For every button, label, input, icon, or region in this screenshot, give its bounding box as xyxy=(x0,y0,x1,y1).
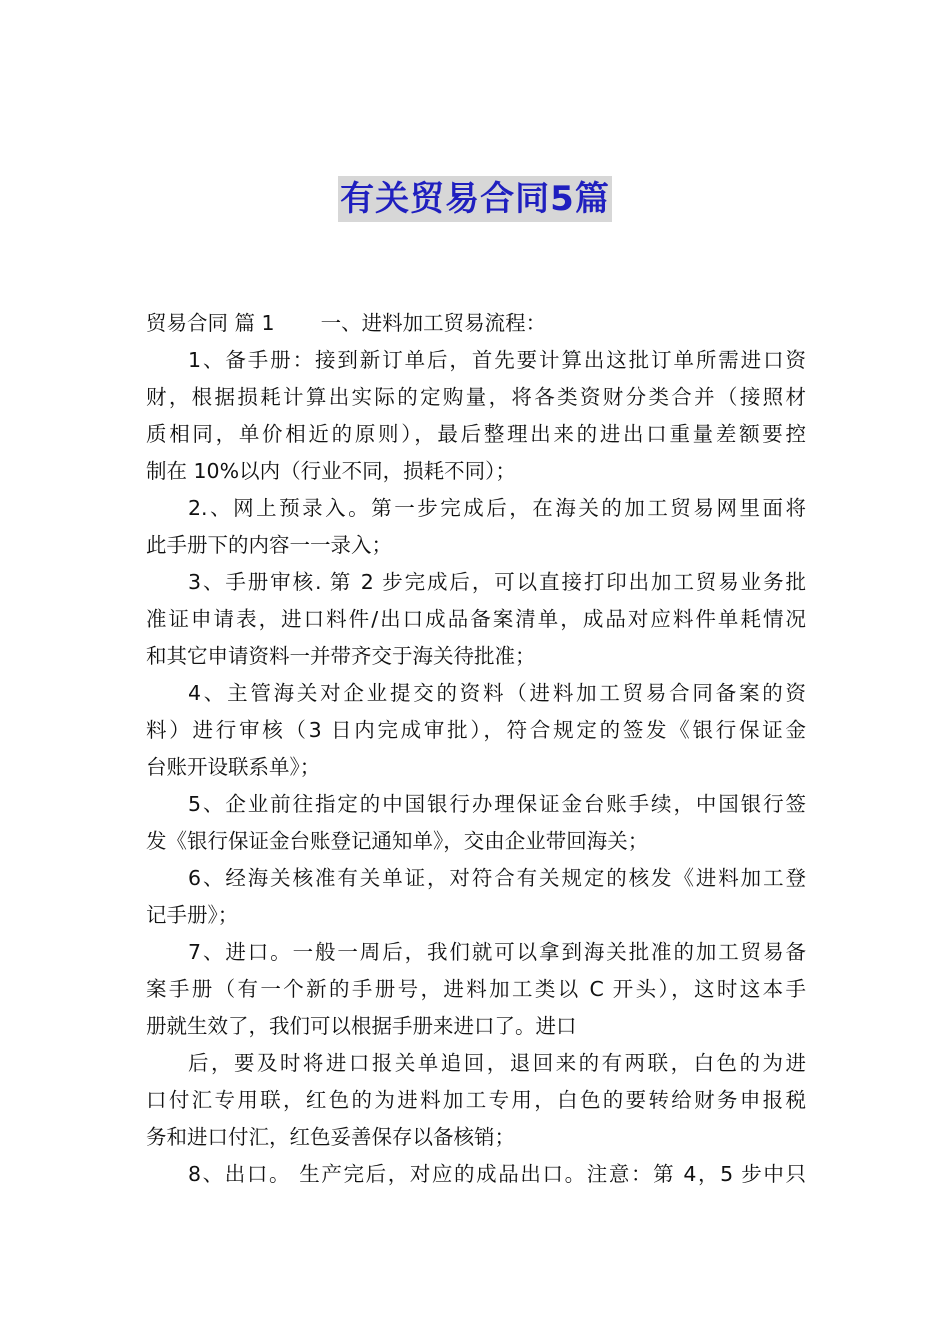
text-line: 4、主管海关对企业提交的资料（进料加工贸易合同备案的资 xyxy=(188,681,806,705)
text-line: 7、进口。一般一周后，我们就可以拿到海关批准的加工贸易备 xyxy=(188,940,806,964)
document-body xyxy=(146,305,806,1193)
text-line: 8、出口。 生产完后，对应的成品出口。注意：第 4，5 步中只 xyxy=(188,1162,806,1186)
text-line: 3、手册审核. 第 2 步完成后，可以直接打印出加工贸易业务批 xyxy=(188,570,806,594)
title-container xyxy=(0,176,950,222)
document-title: 有关贸易合同5篇 xyxy=(338,176,612,222)
text-line: 5、企业前往指定的中国银行办理保证金台账手续，中国银行签 xyxy=(188,792,806,816)
paragraph-lines xyxy=(146,342,806,1193)
text-line: 此手册下的内容一一录入； xyxy=(146,533,392,557)
text-line: 台账开设联系单》； xyxy=(146,755,321,779)
text-line: 口付汇专用联，红色的为进料加工专用，白色的要转给财务申报税 xyxy=(146,1088,806,1112)
text-line: 册就生效了，我们可以根据手册来进口了。进口 xyxy=(146,1014,577,1038)
text-line: 和其它申请资料一并带齐交于海关待批准； xyxy=(146,644,536,668)
section-heading: 一、进料加工贸易流程： xyxy=(320,311,547,335)
text-line: 料）进行审核（3 日内完成审批），符合规定的签发《银行保证金 xyxy=(146,718,806,742)
text-line: 务和进口付汇，红色妥善保存以备核销； xyxy=(146,1125,515,1149)
text-line: 2.、网上预录入。第一步完成后，在海关的加工贸易网里面将 xyxy=(188,496,806,520)
text-line: 1、备手册：接到新订单后，首先要计算出这批订单所需进口资 xyxy=(188,348,806,372)
section-label: 贸易合同 篇 1 xyxy=(146,311,275,335)
text-line: 准证申请表，进口料件/出口成品备案清单，成品对应料件单耗情况 xyxy=(146,607,806,631)
heading-line xyxy=(146,305,806,342)
text-line: 财，根据损耗计算出实际的定购量，将各类资财分类合并（接照材 xyxy=(146,385,806,409)
text-line: 质相同，单价相近的原则），最后整理出来的进出口重量差额要控 xyxy=(146,422,806,446)
text-line: 制在 10%以内（行业不同，损耗不同）； xyxy=(146,459,516,483)
text-line: 后，要及时将进口报关单追回，退回来的有两联，白色的为进 xyxy=(188,1051,806,1075)
text-line: 发《银行保证金台账登记通知单》，交由企业带回海关； xyxy=(146,829,649,853)
text-line: 案手册（有一个新的手册号，进料加工类以 C 开头），这时这本手 xyxy=(146,977,806,1001)
text-line: 记手册》； xyxy=(146,903,239,927)
text-line: 6、经海关核准有关单证，对符合有关规定的核发《进料加工登 xyxy=(188,866,806,890)
